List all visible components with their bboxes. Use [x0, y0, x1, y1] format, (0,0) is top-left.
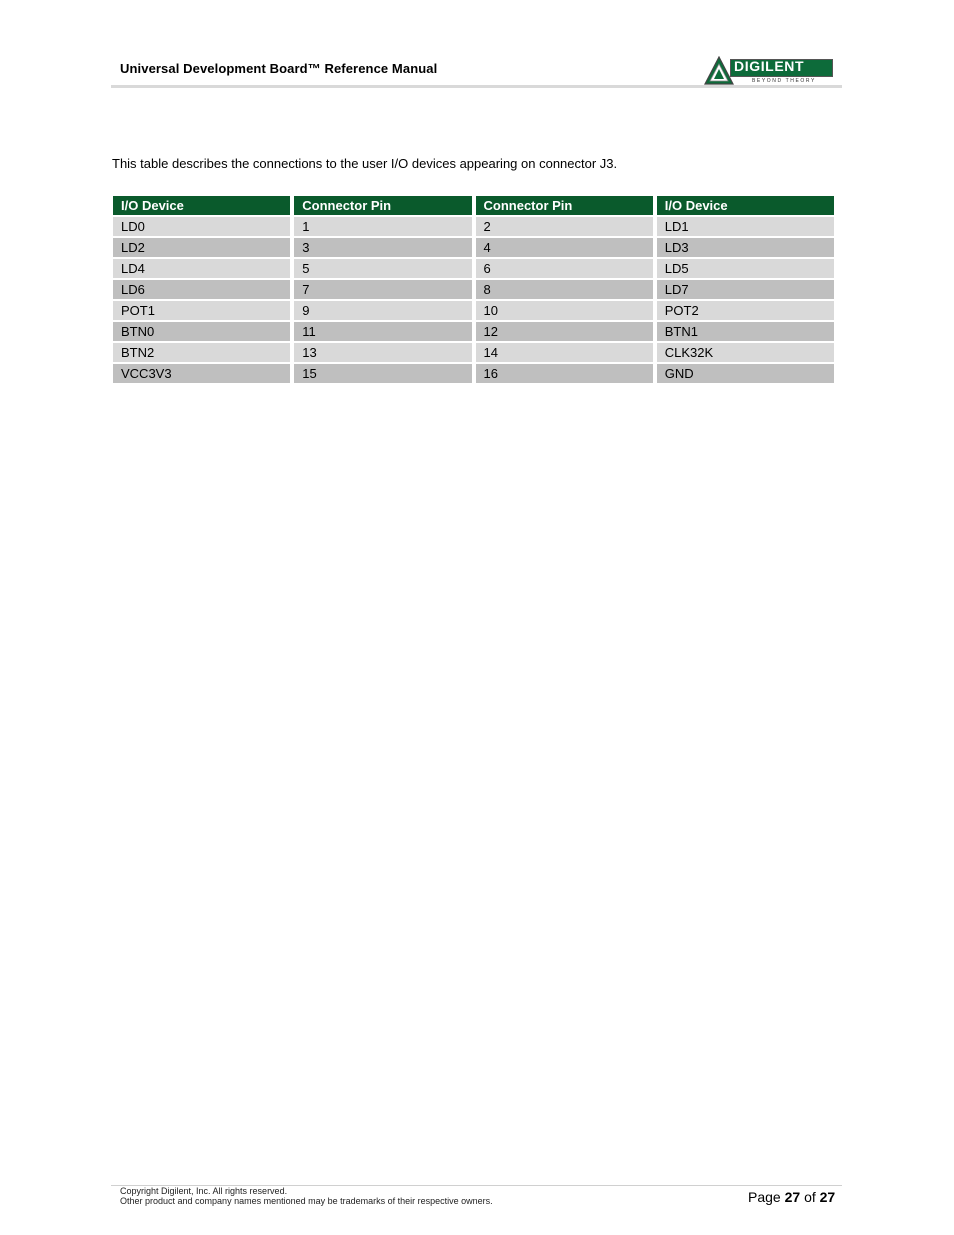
table-row: [113, 238, 834, 257]
copyright-notice: [120, 1186, 493, 1206]
table-row: [113, 259, 834, 278]
table-cell: CLK32K: [657, 343, 834, 362]
document-title: Universal Development Board™ Reference Manual: [120, 61, 438, 76]
table-cell: GND: [657, 364, 834, 383]
table-cell: POT1: [113, 301, 290, 320]
table-cell: BTN0: [113, 322, 290, 341]
page-of: of: [804, 1189, 816, 1205]
page-total: 27: [819, 1189, 836, 1205]
table-cell: LD3: [657, 238, 834, 257]
table-cell: 12: [476, 322, 653, 341]
table-cell: 13: [294, 343, 471, 362]
table-cell: 8: [476, 280, 653, 299]
table-cell: LD2: [113, 238, 290, 257]
table-cell: LD4: [113, 259, 290, 278]
table-cell: 11: [294, 322, 471, 341]
column-header: Connector Pin: [294, 196, 471, 215]
table-cell: 15: [294, 364, 471, 383]
table-cell: LD7: [657, 280, 834, 299]
table-cell: VCC3V3: [113, 364, 290, 383]
table-cell: LD6: [113, 280, 290, 299]
logo-tagline: BEYOND THEORY: [752, 78, 816, 84]
intro-paragraph: This table describes the connections to the user I/O devices appearing on connector J3.: [112, 156, 618, 171]
column-header: Connector Pin: [476, 196, 653, 215]
table-cell: 1: [294, 217, 471, 236]
column-header: I/O Device: [657, 196, 834, 215]
table-cell: 10: [476, 301, 653, 320]
table-cell: 5: [294, 259, 471, 278]
header-divider: [111, 85, 842, 88]
logo-wordmark: DIGILENT: [734, 58, 805, 74]
table-row: [113, 217, 834, 236]
table-cell: 4: [476, 238, 653, 257]
table-cell: 6: [476, 259, 653, 278]
table-row: [113, 280, 834, 299]
copyright-line: Copyright Digilent, Inc. All rights reserved.: [120, 1186, 288, 1196]
column-header: I/O Device: [113, 196, 290, 215]
table-cell: LD5: [657, 259, 834, 278]
table-cell: LD0: [113, 217, 290, 236]
table-header-row: [113, 196, 834, 215]
table-row: [113, 343, 834, 362]
page-label: Page: [748, 1189, 781, 1205]
table-cell: POT2: [657, 301, 834, 320]
trademark-line: Other product and company names mentioned may be trademarks of their respective owners.: [120, 1196, 493, 1206]
table-cell: 16: [476, 364, 653, 383]
table-cell: 9: [294, 301, 471, 320]
io-connection-table: [109, 194, 838, 385]
table-cell: LD1: [657, 217, 834, 236]
table-row: [113, 364, 834, 383]
table-cell: BTN2: [113, 343, 290, 362]
table-cell: 14: [476, 343, 653, 362]
table-cell: 2: [476, 217, 653, 236]
table-row: [113, 322, 834, 341]
page-number: [748, 1189, 835, 1205]
digilent-logo: [704, 56, 834, 86]
table-cell: 7: [294, 280, 471, 299]
table-cell: 3: [294, 238, 471, 257]
table-row: [113, 301, 834, 320]
page-current: 27: [784, 1189, 801, 1205]
table-cell: BTN1: [657, 322, 834, 341]
